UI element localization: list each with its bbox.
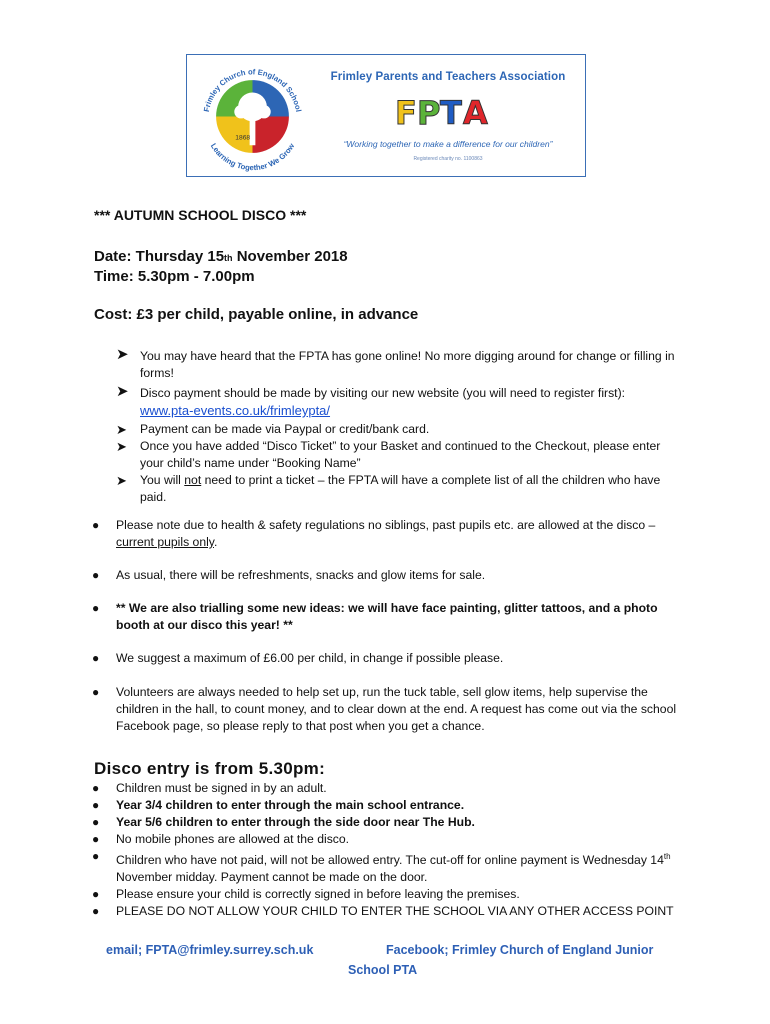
entry-rules <box>92 780 692 920</box>
bullet-icon: ● <box>92 849 100 863</box>
bullet-icon: ● <box>92 904 100 919</box>
bullet-icon: ● <box>92 518 100 532</box>
list-item: ● Year 5/6 children to enter through the side door near The Hub. <box>92 815 475 829</box>
charity-number: Registered charity no. 1100863 <box>413 156 483 162</box>
list-item: ● Please ensure your child is correctly signed in before leaving the premises. <box>92 887 520 902</box>
association-motto: “Working together to make a difference for our children” <box>343 139 553 149</box>
list-item: ● Children must be signed in by an adult. <box>92 781 327 795</box>
arrow-bullet-icon: ➤ <box>116 422 127 437</box>
header-banner <box>186 54 586 177</box>
list-item: ➤ You will not need to print a ticket – the FPTA will have a complete list of all the children who have paid. <box>116 473 661 504</box>
event-date: Date: Thursday 15th November 2018 <box>94 248 348 265</box>
svg-text:1868: 1868 <box>235 134 251 142</box>
event-cost: Cost: £3 per child, payable online, in advance <box>94 306 419 323</box>
arrow-bullet-icon: ➤ <box>116 439 127 454</box>
list-item: ● Please note due to health & safety regulations no siblings, past pupils etc. are allowed at the disco – current pupils only. <box>92 518 656 549</box>
list-item: ● Volunteers are always needed to help set up, run the tuck table, sell glow items, help supervise the children in the hall, to count money, and to clear down at the end. A request has come out via the school Facebook page, so please reply to that post when you get a chance. <box>92 685 677 733</box>
association-name: Frimley Parents and Teachers Association <box>330 71 566 83</box>
bullet-icon: ● <box>92 685 100 699</box>
list-item: ● ** We are also trialling some new ideas: we will have face painting, glitter tattoos, and a photo booth at our disco this year! ** <box>92 601 658 632</box>
list-item: ➤ You may have heard that the FPTA has gone online! No more digging around for change or filling in forms! <box>116 346 675 380</box>
svg-text:T: T <box>440 94 462 129</box>
footer-facebook-cont[interactable]: School PTA <box>348 963 418 977</box>
arrow-bullet-icon: ➤ <box>116 473 127 488</box>
entry-section-title: Disco entry is from 5.30pm: <box>94 759 326 778</box>
fpta-wordmark <box>394 93 494 129</box>
svg-text:Learning Together We Grow: Learning Together We Grow <box>208 141 297 173</box>
list-item: ● No mobile phones are allowed at the disco. <box>92 832 350 846</box>
list-item: ● Year 3/4 children to enter through the main school entrance. <box>92 798 465 812</box>
bullet-icon: ● <box>92 815 100 829</box>
footer-email[interactable]: email; FPTA@frimley.surrey.sch.uk <box>106 943 314 957</box>
bullet-icon: ● <box>92 781 100 795</box>
list-item: ➤ Payment can be made via Paypal or credit/bank card. <box>116 422 430 437</box>
bullet-icon: ● <box>92 832 100 846</box>
bullet-icon: ● <box>92 568 100 582</box>
svg-text:P: P <box>417 94 441 129</box>
footer-facebook[interactable]: Facebook; Frimley Church of England Junior <box>386 943 654 957</box>
list-item: ● As usual, there will be refreshments, snacks and glow items for sale. <box>92 568 486 582</box>
arrow-bullet-icon: ➤ <box>116 383 129 400</box>
school-logo <box>195 59 310 174</box>
event-title: *** AUTUMN SCHOOL DISCO *** <box>94 207 307 223</box>
svg-text:Frimley Church of England Scho: Frimley Church of England School <box>201 67 304 113</box>
list-item: ● We suggest a maximum of £6.00 per child, in change if possible please. <box>92 651 504 665</box>
svg-text:F: F <box>395 94 417 129</box>
list-item: ➤ Disco payment should be made by visiting our new website (you will need to register first): www.pta-events.co.uk/frimleypta/ <box>116 383 626 418</box>
website-link[interactable]: www.pta-events.co.uk/frimleypta/ <box>140 403 331 418</box>
list-item: ● PLEASE DO NOT ALLOW YOUR CHILD TO ENTER THE SCHOOL VIA ANY OTHER ACCESS POINT <box>92 904 674 919</box>
arrow-bullet-icon: ➤ <box>116 346 129 363</box>
bullet-icon: ● <box>92 651 100 665</box>
event-time: Time: 5.30pm - 7.00pm <box>94 268 255 285</box>
bullet-icon: ● <box>92 887 100 902</box>
bullet-icon: ● <box>92 601 100 615</box>
bullet-icon: ● <box>92 798 100 812</box>
payment-instructions <box>116 348 686 506</box>
list-item: ● Children who have not paid, will not be allowed entry. The cut-off for online payment is Wednesday 14th November midday. Payment cannot be made on the door. <box>92 849 671 885</box>
svg-text:A: A <box>463 94 488 129</box>
list-item: ➤ Once you have added “Disco Ticket” to your Basket and continued to the Checkout, please enter your child’s name under “Booking Name” <box>116 439 661 470</box>
